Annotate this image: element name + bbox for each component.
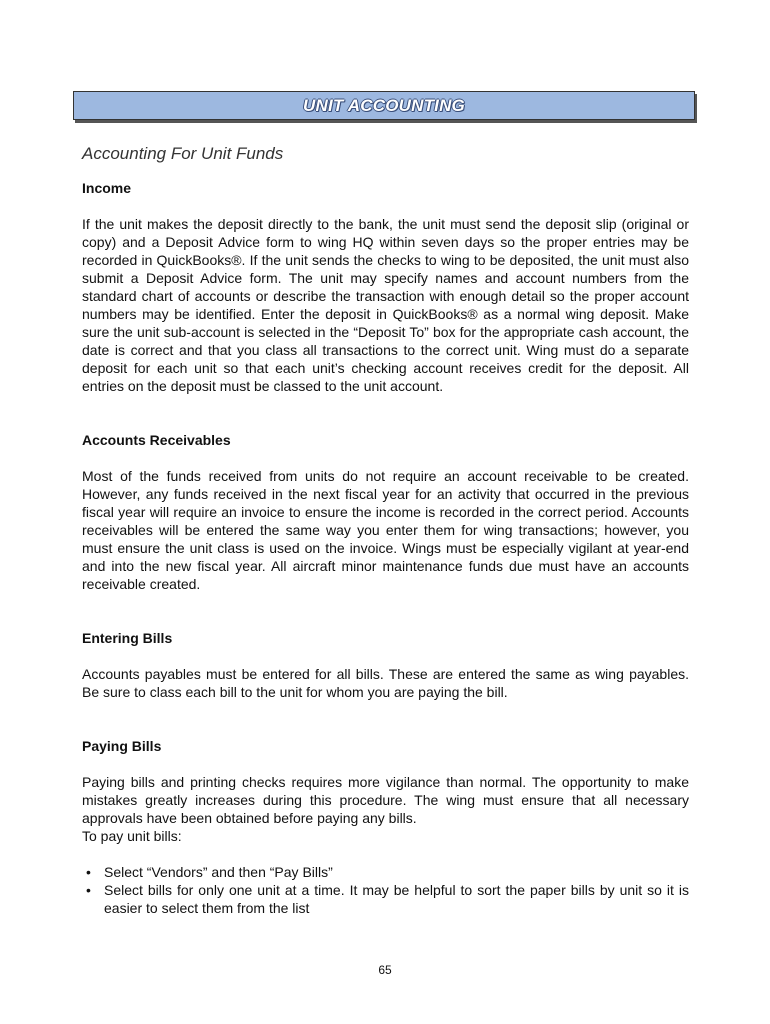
paragraph-accounts-receivables: Most of the funds received from units do not require an account receivable to be created. However, any funds received in the next fiscal year for an activity that occurred in the previous fiscal year will require an invoice to ensure the income is recorded in the correct period. Accounts receivables will be entered the same way you enter them for wing transactions; however, you must ensure the unit class is used on the invoice. Wings must be especially vigilant at year-end and into the new fiscal year. All aircraft minor maintenance funds due must have an accounts receivable created. xyxy=(82,468,689,592)
section-heading-entering-bills: Entering Bills xyxy=(82,630,173,646)
title-banner xyxy=(73,91,695,120)
spacer xyxy=(82,647,689,665)
page-number: 65 xyxy=(378,963,392,977)
list-item xyxy=(82,881,689,917)
spacer xyxy=(82,755,689,773)
document-body xyxy=(82,143,689,917)
page-title: UNIT ACCOUNTING xyxy=(303,95,465,115)
section-heading-accounts-receivables: Accounts Receivables xyxy=(82,432,231,448)
section-heading-income: Income xyxy=(82,180,132,196)
list-item-text: Select bills for only one unit at a time. It may be helpful to sort the paper bills by unit so it is easier to select them from the list xyxy=(104,882,689,916)
paragraph-paying-bills: Paying bills and printing checks requires more vigilance than normal. The opportunity to make mistakes greatly increases during this procedure. The wing must ensure that all necessary approvals have been obtained before paying any bills. xyxy=(82,774,689,826)
spacer xyxy=(82,593,689,629)
spacer xyxy=(82,197,689,215)
spacer xyxy=(82,449,689,467)
document-subtitle: Accounting For Unit Funds xyxy=(82,144,284,163)
spacer xyxy=(82,701,689,737)
bullet-icon: • xyxy=(86,864,91,880)
spacer xyxy=(82,395,689,431)
bullet-list xyxy=(82,863,689,917)
section-heading-paying-bills: Paying Bills xyxy=(82,738,162,754)
paragraph-income: If the unit makes the deposit directly to the bank, the unit must send the deposit slip (original or copy) and a Deposit Advice form to wing HQ within seven days so the proper entries may be recorded in QuickBooks®. If the unit sends the checks to wing to be deposited, the unit must also submit a Deposit Advice form. The unit may specify names and account numbers from the standard chart of accounts or describe the transaction with enough detail so the proper account numbers may be identified. Enter the deposit in QuickBooks® as a normal wing deposit. Make sure the unit sub-account is selected in the “Deposit To” box for the appropriate cash account, the date is correct and that you class all transactions to the correct unit. Wing must do a separate deposit for each unit so that each unit’s checking account receives credit for the deposit. All entries on the deposit must be classed to the unit account. xyxy=(82,216,689,394)
paragraph-entering-bills: Accounts payables must be entered for all bills. These are entered the same as wing payables. Be sure to class each bill to the unit for whom you are paying the bill. xyxy=(82,666,689,700)
list-item xyxy=(82,863,689,881)
list-item-text: Select “Vendors” and then “Pay Bills” xyxy=(104,864,333,880)
paragraph-paying-bills-intro: To pay unit bills: xyxy=(82,828,182,844)
spacer xyxy=(82,845,689,863)
bullet-icon: • xyxy=(86,882,91,898)
